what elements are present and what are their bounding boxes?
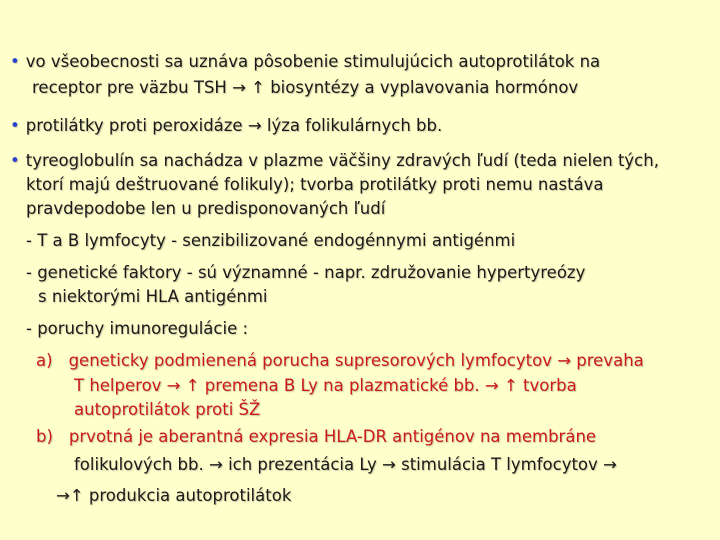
list-item-a-line-3: autoprotilátok proti ŠŽ [74,400,261,419]
list-item-b-text-1: prvotná je aberantná expresia HLA-DR antigénov na membráne [68,427,597,446]
bullet-3-line-1 [10,150,659,172]
bullet-3-line-3: pravdepodobe len u predisponovaných ľudí [26,199,386,218]
list-item-b-line-3: →↑ produkcia autoprotilátok [56,486,292,505]
bullet-2-text-1: protilátky proti peroxidáze → lýza folikulárnych bb. [25,116,443,135]
dash-item-3: - poruchy imunoregulácie : [26,319,249,338]
list-marker-a: a) [36,351,53,370]
dash-item-1: - T a B lymfocyty - senzibilizované endogénnymi antigénmi [26,231,516,250]
list-item-b-line-2: folikulových bb. → ich prezentácia Ly → stimulácia T lymfocytov → [74,455,617,474]
list-item-b-line-1 [36,426,596,448]
list-item-a-line-2: T helperov → ↑ premena B Ly na plazmatické bb. → ↑ tvorba [74,376,577,395]
bullet-1-text-1: vo všeobecnosti sa uznáva pôsobenie stimulujúcich autoprotilátok na [25,52,601,71]
list-item-a-text-1: geneticky podmienená porucha supresorových lymfocytov → prevaha [68,351,644,370]
list-item-a-line-1 [36,350,644,372]
list-marker-b: b) [36,427,53,446]
bullet-2-line-1 [10,115,442,137]
bullet-marker: • [10,52,20,71]
bullet-1-line-2: receptor pre väzbu TSH → ↑ biosyntézy a vyplavovania hormónov [32,78,579,97]
dash-item-2-line-2: s niektorými HLA antigénmi [38,287,268,306]
dash-item-2-line-1: - genetické faktory - sú významné - napr. združovanie hypertyreózy [26,263,586,282]
bullet-3-text-1: tyreoglobulín sa nachádza v plazme väčšiny zdravých ľudí (teda nielen tých, [25,151,659,170]
bullet-1-line-1 [10,51,600,73]
bullet-marker: • [10,151,20,170]
bullet-marker: • [10,116,20,135]
bullet-3-line-2: ktorí majú deštruované folikuly); tvorba protilátky proti nemu nastáva [26,175,604,194]
